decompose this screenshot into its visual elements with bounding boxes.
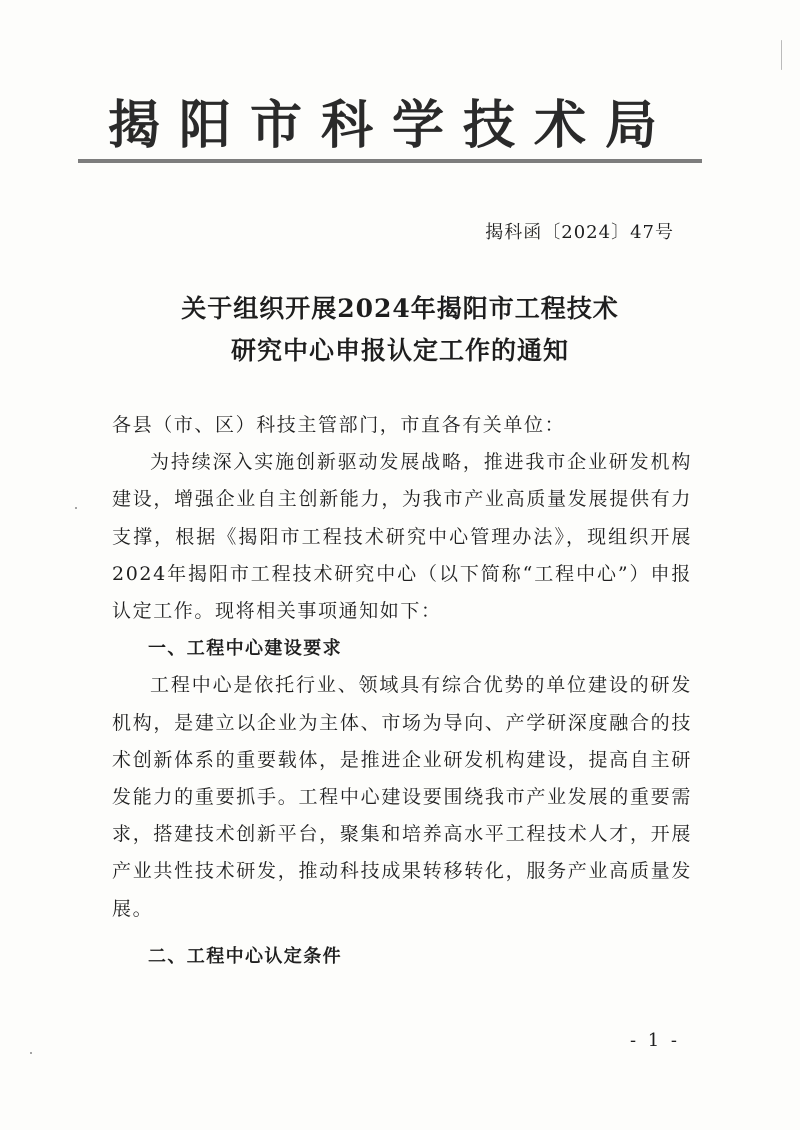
page-number: - 1 -	[629, 1030, 680, 1051]
scan-edge-mark	[781, 40, 782, 70]
notice-title-line-2: 研究中心申报认定工作的通知	[230, 336, 569, 365]
salutation: 各县（市、区）科技主管部门，市直各有关单位：	[112, 414, 566, 436]
scan-speck	[30, 1052, 32, 1054]
intro-paragraph: 为持续深入实施创新驱动发展战略，推进我市企业研发机构建设，增强企业自主创新能力，为我市产业高质量发展提供有力支撑，根据《揭阳市工程技术研究中心管理办法》，现组织开展2024年揭阳市工程技术研究中心（以下简称“工程中心”）申报认定工作。现将相关事项通知如下：	[112, 451, 692, 623]
notice-body	[112, 407, 692, 975]
notice-title	[80, 288, 720, 372]
notice-title-line-1: 关于组织开展2024年揭阳市工程技术	[181, 294, 619, 323]
scan-speck	[75, 507, 77, 509]
section-1-heading: 一、工程中心建设要求	[148, 638, 342, 660]
letterhead-title: 揭阳市科学技术局	[108, 95, 677, 156]
document-number: 揭科函〔2024〕47号	[485, 222, 674, 243]
section-2-heading: 二、工程中心认定条件	[148, 945, 342, 967]
letterhead-divider	[78, 159, 702, 163]
section-1-paragraph: 工程中心是依托行业、领域具有综合优势的单位建设的研发机构，是建立以企业为主体、市场为导向、产学研深度融合的技术创新体系的重要载体，是推进企业研发机构建设，提高自主研发能力的重要抓手。工程中心建设要围绕我市产业发展的重要需求，搭建技术创新平台，聚集和培养高水平工程技术人才，开展产业共性技术研发，推动科技成果转移转化，服务产业高质量发展。	[112, 674, 692, 920]
